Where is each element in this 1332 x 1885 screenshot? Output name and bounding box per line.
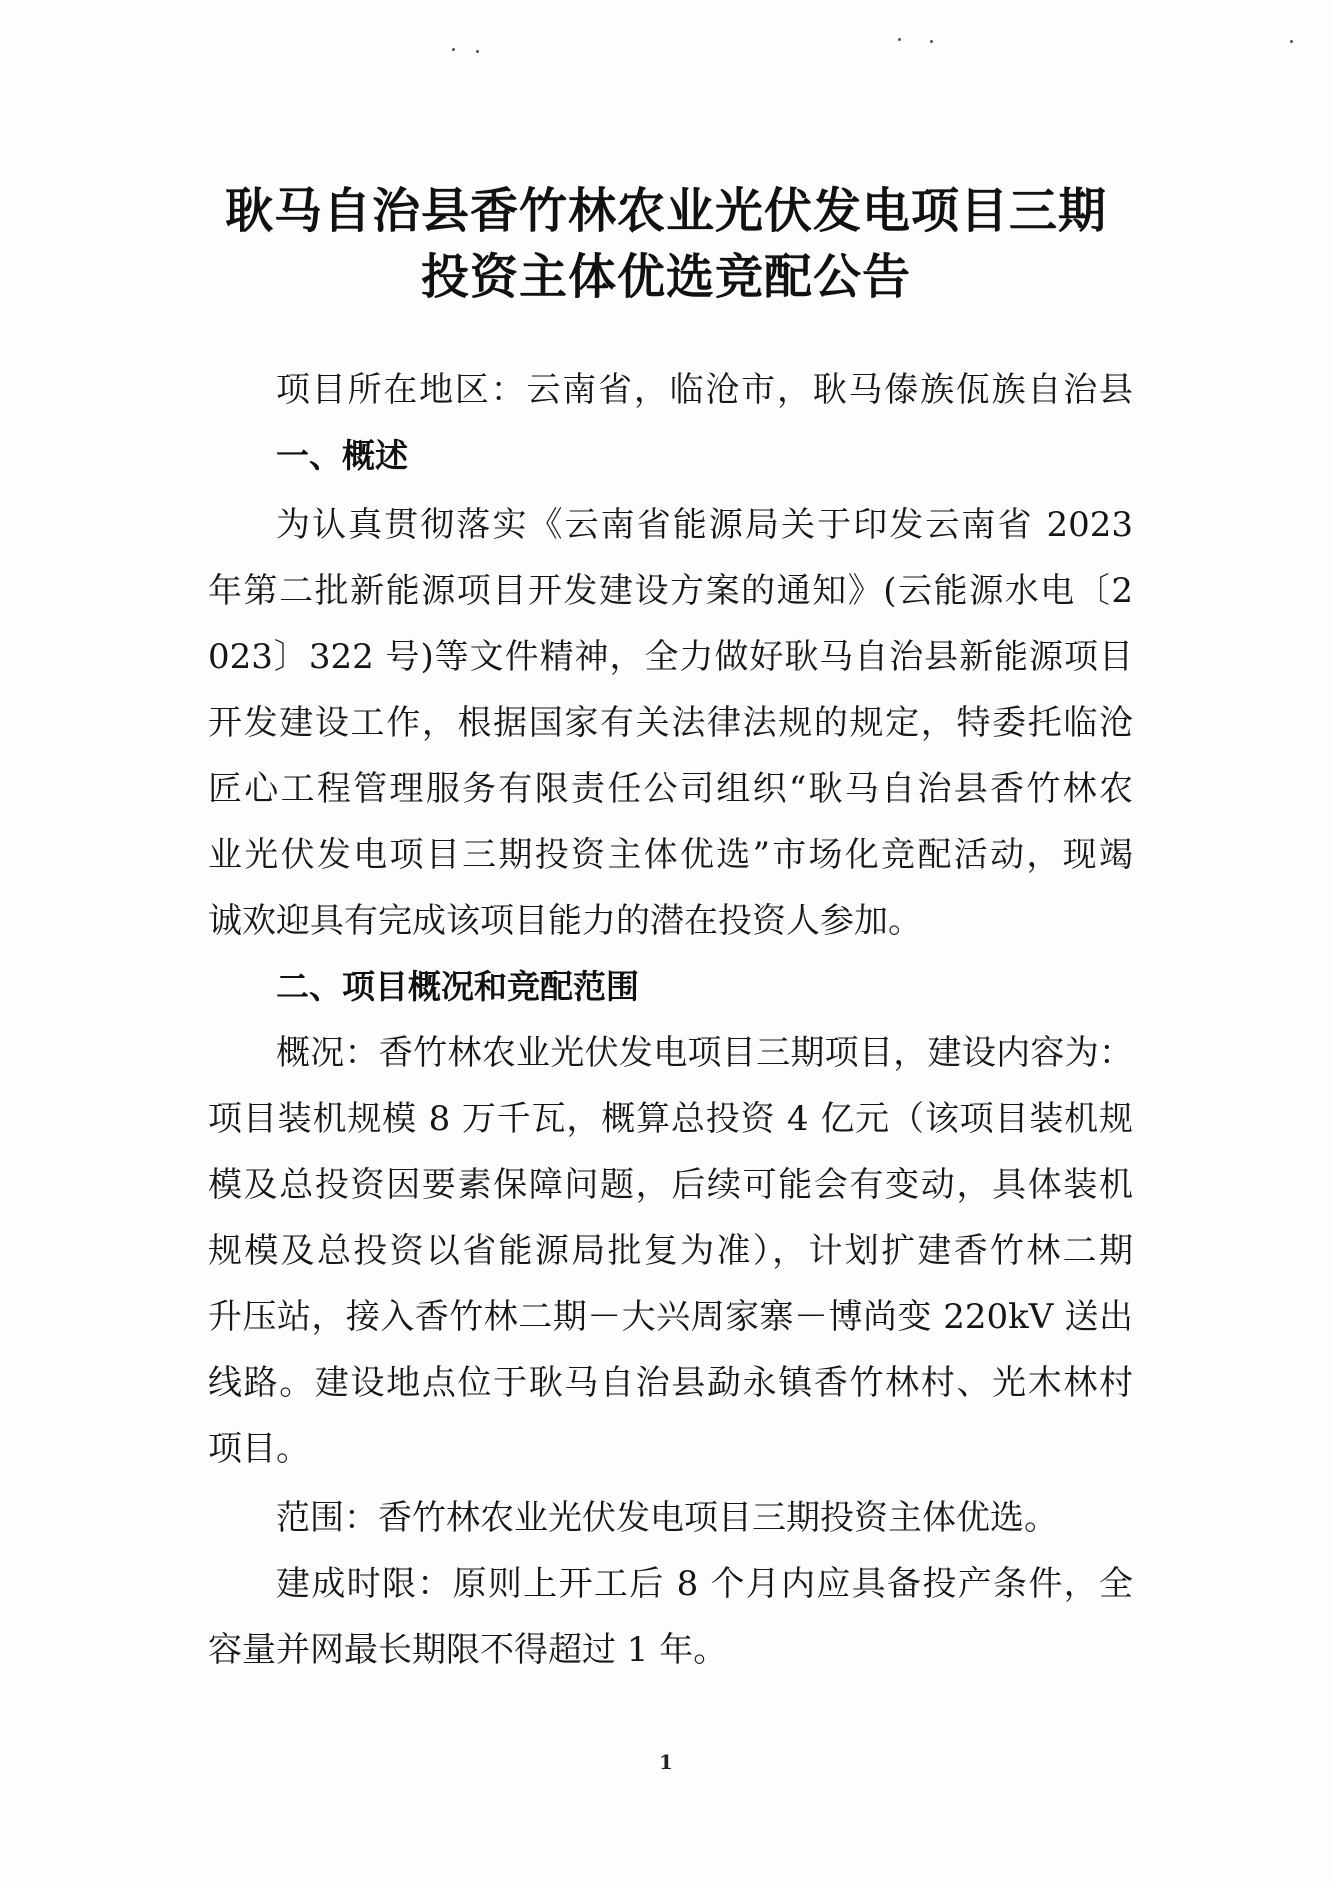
scan-speck	[476, 50, 479, 53]
document-title-line-1: 耿马自治县香竹林农业光伏发电项目三期	[224, 183, 1107, 239]
overview-paragraph-line: 匠心工程管理服务有限责任公司组织“耿马自治县香竹林农	[208, 769, 1133, 809]
scan-speck	[452, 48, 455, 51]
overview-paragraph-line: 年第二批新能源项目开发建设方案的通知》(云能源水电〔2	[208, 571, 1133, 611]
project-location-line: 项目所在地区：云南省，临沧市，耿马傣族佤族自治县	[276, 370, 1133, 410]
situation-paragraph-line: 模及总投资因要素保障问题，后续可能会有变动，具体装机	[208, 1165, 1133, 1205]
situation-paragraph-line: 规模及总投资以省能源局批复为准），计划扩建香竹林二期	[208, 1231, 1133, 1271]
section-heading-project-scope: 二、项目概况和竞配范围	[276, 967, 639, 1006]
scan-speck	[1290, 40, 1293, 43]
scan-speck	[930, 40, 933, 43]
scope-line: 范围：香竹林农业光伏发电项目三期投资主体优选。	[276, 1498, 1058, 1538]
scan-speck	[898, 38, 901, 41]
overview-paragraph-line: 为认真贯彻落实《云南省能源局关于印发云南省 2023	[276, 505, 1133, 545]
situation-paragraph-line: 项目装机规模 8 万千瓦，概算总投资 4 亿元（该项目装机规	[208, 1099, 1133, 1139]
document-title-line-2: 投资主体优选竞配公告	[420, 249, 911, 305]
overview-paragraph-line: 业光伏发电项目三期投资主体优选”市场化竞配活动，现竭	[208, 835, 1133, 875]
situation-paragraph-line: 升压站，接入香竹林二期－大兴周家寨－博尚变 220kV 送出	[208, 1297, 1133, 1337]
overview-paragraph-line: 开发建设工作，根据国家有关法律法规的规定，特委托临沧	[208, 703, 1133, 743]
deadline-paragraph-line: 容量并网最长期限不得超过 1 年。	[208, 1630, 728, 1670]
situation-paragraph-line: 项目。	[208, 1429, 310, 1469]
overview-paragraph-line: 023〕322 号)等文件精神，全力做好耿马自治县新能源项目	[208, 637, 1133, 677]
overview-paragraph-line: 诚欢迎具有完成该项目能力的潜在投资人参加。	[208, 901, 922, 941]
section-heading-overview: 一、概述	[276, 436, 408, 475]
situation-paragraph-line: 概况：香竹林农业光伏发电项目三期项目，建设内容为：	[276, 1033, 1133, 1073]
situation-paragraph-line: 线路。建设地点位于耿马自治县勐永镇香竹林村、光木林村	[208, 1363, 1133, 1403]
deadline-paragraph-line: 建成时限：原则上开工后 8 个月内应具备投产条件，全	[276, 1564, 1133, 1604]
page-number: 1	[659, 1750, 673, 1774]
